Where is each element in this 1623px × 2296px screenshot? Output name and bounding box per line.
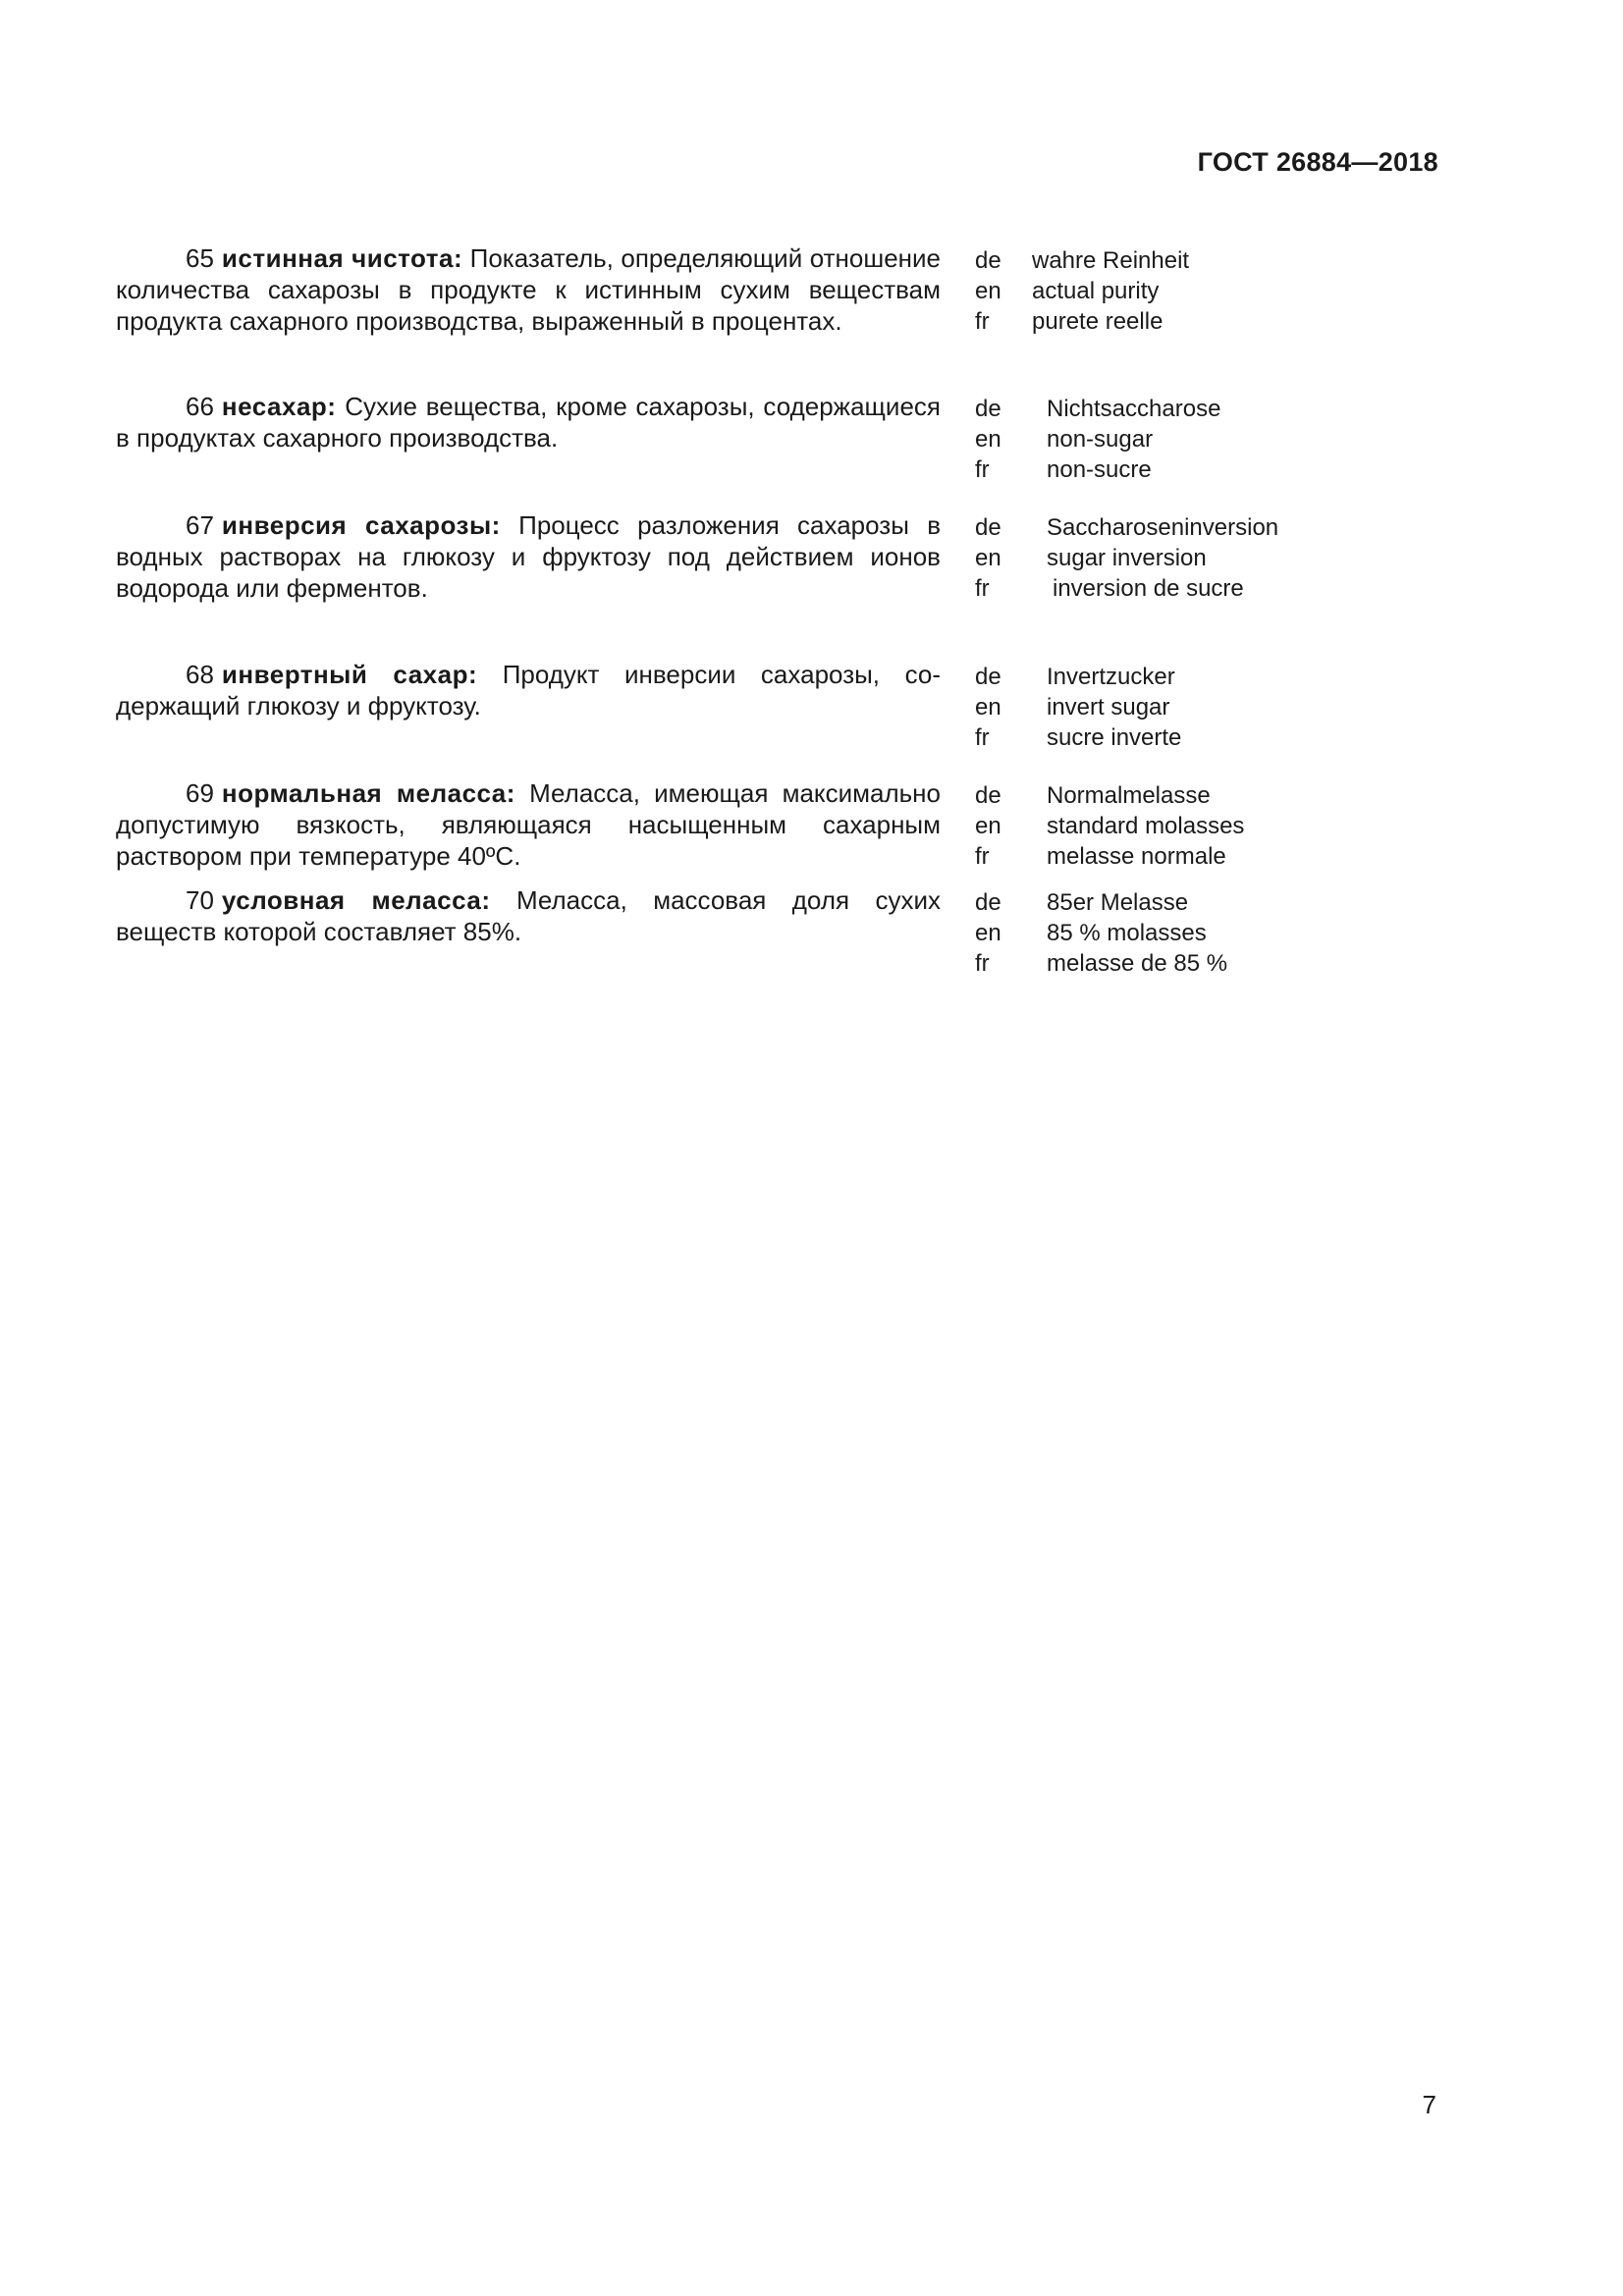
translation-row (975, 573, 1278, 604)
translation-row (975, 512, 1279, 543)
translation-row (975, 454, 1220, 485)
translation-row (975, 841, 1244, 872)
term-entries (116, 242, 1324, 983)
lang-code: fr (975, 843, 990, 870)
translation-row (975, 722, 1182, 753)
entry-term: нормальная меласса: (221, 778, 515, 808)
lang-term: Invertzucker (1047, 664, 1175, 690)
lang-term: melasse de 85 % (1047, 950, 1228, 977)
lang-term: invert sugar (1047, 694, 1170, 721)
lang-term: Saccharoseninversion (1047, 514, 1279, 541)
lang-code: de (975, 247, 1001, 274)
entry-term: несахар: (221, 392, 337, 421)
entry-definition (116, 659, 941, 721)
lang-term: Normalmelasse (1047, 782, 1211, 809)
lang-code: fr (975, 456, 990, 483)
lang-code: de (975, 396, 1001, 422)
entry-definition (116, 777, 941, 872)
term-entry-69 (116, 777, 1324, 884)
lang-term: wahre Reinheit (1032, 247, 1190, 274)
lang-code: en (975, 920, 1001, 946)
lang-code: en (975, 545, 1001, 571)
translation-row (975, 918, 1227, 948)
lang-term: actual purity (1032, 278, 1160, 304)
entry-definition (116, 391, 941, 454)
lang-term: melasse normale (1047, 843, 1226, 870)
translation-row (975, 306, 1189, 337)
lang-code: fr (975, 575, 990, 602)
lang-code: fr (975, 308, 990, 335)
lang-code: en (975, 278, 1001, 304)
lang-code: de (975, 889, 1001, 916)
translation-row (975, 948, 1228, 979)
lang-term: sucre inverte (1047, 724, 1182, 751)
term-entry-66 (116, 391, 1324, 509)
lang-term: purete reelle (1032, 308, 1163, 335)
entry-number: 67 (186, 510, 214, 540)
entry-definition-text: Меласса, имеющая максимально допустимую вязкость, являющаяся насыщенным сахарным раствором при температуре 40ºС. (116, 778, 941, 871)
entry-translations (975, 662, 1182, 753)
term-entry-68 (116, 659, 1324, 777)
document-header: ГОСТ 26884—2018 (1197, 147, 1438, 177)
entry-translations (975, 780, 1245, 872)
page-number: 7 (1422, 2090, 1436, 2119)
lang-term: 85 % molasses (1047, 920, 1207, 946)
translation-row (975, 245, 1189, 276)
translation-row (975, 780, 1244, 811)
entry-definition-text: Процесс разложения сахарозы в водных растворах на глюкозу и фруктозу под действием ионов водорода или ферментов. (116, 510, 942, 603)
lang-term: standard molasses (1047, 813, 1245, 839)
entry-definition (116, 242, 941, 337)
translation-row (975, 276, 1189, 306)
lang-code: fr (975, 950, 990, 977)
entry-definition (116, 509, 941, 604)
lang-code: de (975, 664, 1001, 690)
entry-number: 66 (186, 392, 214, 421)
lang-code: de (975, 782, 1001, 809)
entry-definition-text: Сухие вещества, кроме сахарозы, содержащиеся в продуктах сахарного производства. (116, 392, 941, 453)
entry-term: условная меласса: (221, 885, 491, 915)
entry-number: 65 (186, 243, 214, 273)
entry-definition (116, 884, 941, 947)
lang-code: fr (975, 724, 990, 751)
translation-row (975, 811, 1245, 841)
translation-row (975, 424, 1220, 454)
lang-code: de (975, 514, 1001, 541)
lang-term: 85er Melasse (1047, 889, 1189, 916)
entry-translations (975, 512, 1279, 604)
translation-row (975, 887, 1227, 918)
lang-term: sugar inversion (1047, 545, 1207, 571)
entry-number: 69 (186, 778, 214, 808)
lang-term: non-sugar (1047, 426, 1154, 453)
entry-definition-text: Показатель, определяющий отношение количества сахарозы в продукте к истинным сухим веществам продукта сахарного производства, выраженный в процентах. (116, 243, 942, 336)
term-entry-70 (116, 884, 1324, 983)
entry-term: инвертный сахар: (221, 660, 478, 689)
entry-number: 70 (186, 885, 214, 915)
translation-row (975, 394, 1221, 424)
entry-term: инверсия сахарозы: (221, 510, 501, 540)
entry-translations (975, 245, 1189, 337)
entry-translations (975, 394, 1221, 485)
entry-term: истинная чистота: (221, 243, 463, 273)
translation-row (975, 662, 1181, 692)
entry-definition-text: Продукт инверсии сахарозы, содержащий глюкозу и фруктозу. (116, 660, 941, 721)
entry-number: 68 (186, 660, 214, 689)
lang-code: en (975, 694, 1001, 721)
lang-term: Nichtsaccharose (1047, 396, 1221, 422)
lang-code: en (975, 813, 1001, 839)
term-entry-65 (116, 242, 1324, 391)
translation-row (975, 692, 1181, 722)
lang-term: non-sucre (1047, 456, 1152, 483)
entry-definition-text: Меласса, массовая доля сухих веществ которой составляет 85%. (116, 885, 942, 946)
lang-term: inversion de sucre (1053, 575, 1244, 602)
translation-row (975, 543, 1278, 573)
lang-code: en (975, 426, 1001, 453)
entry-translations (975, 887, 1228, 979)
term-entry-67 (116, 509, 1324, 659)
